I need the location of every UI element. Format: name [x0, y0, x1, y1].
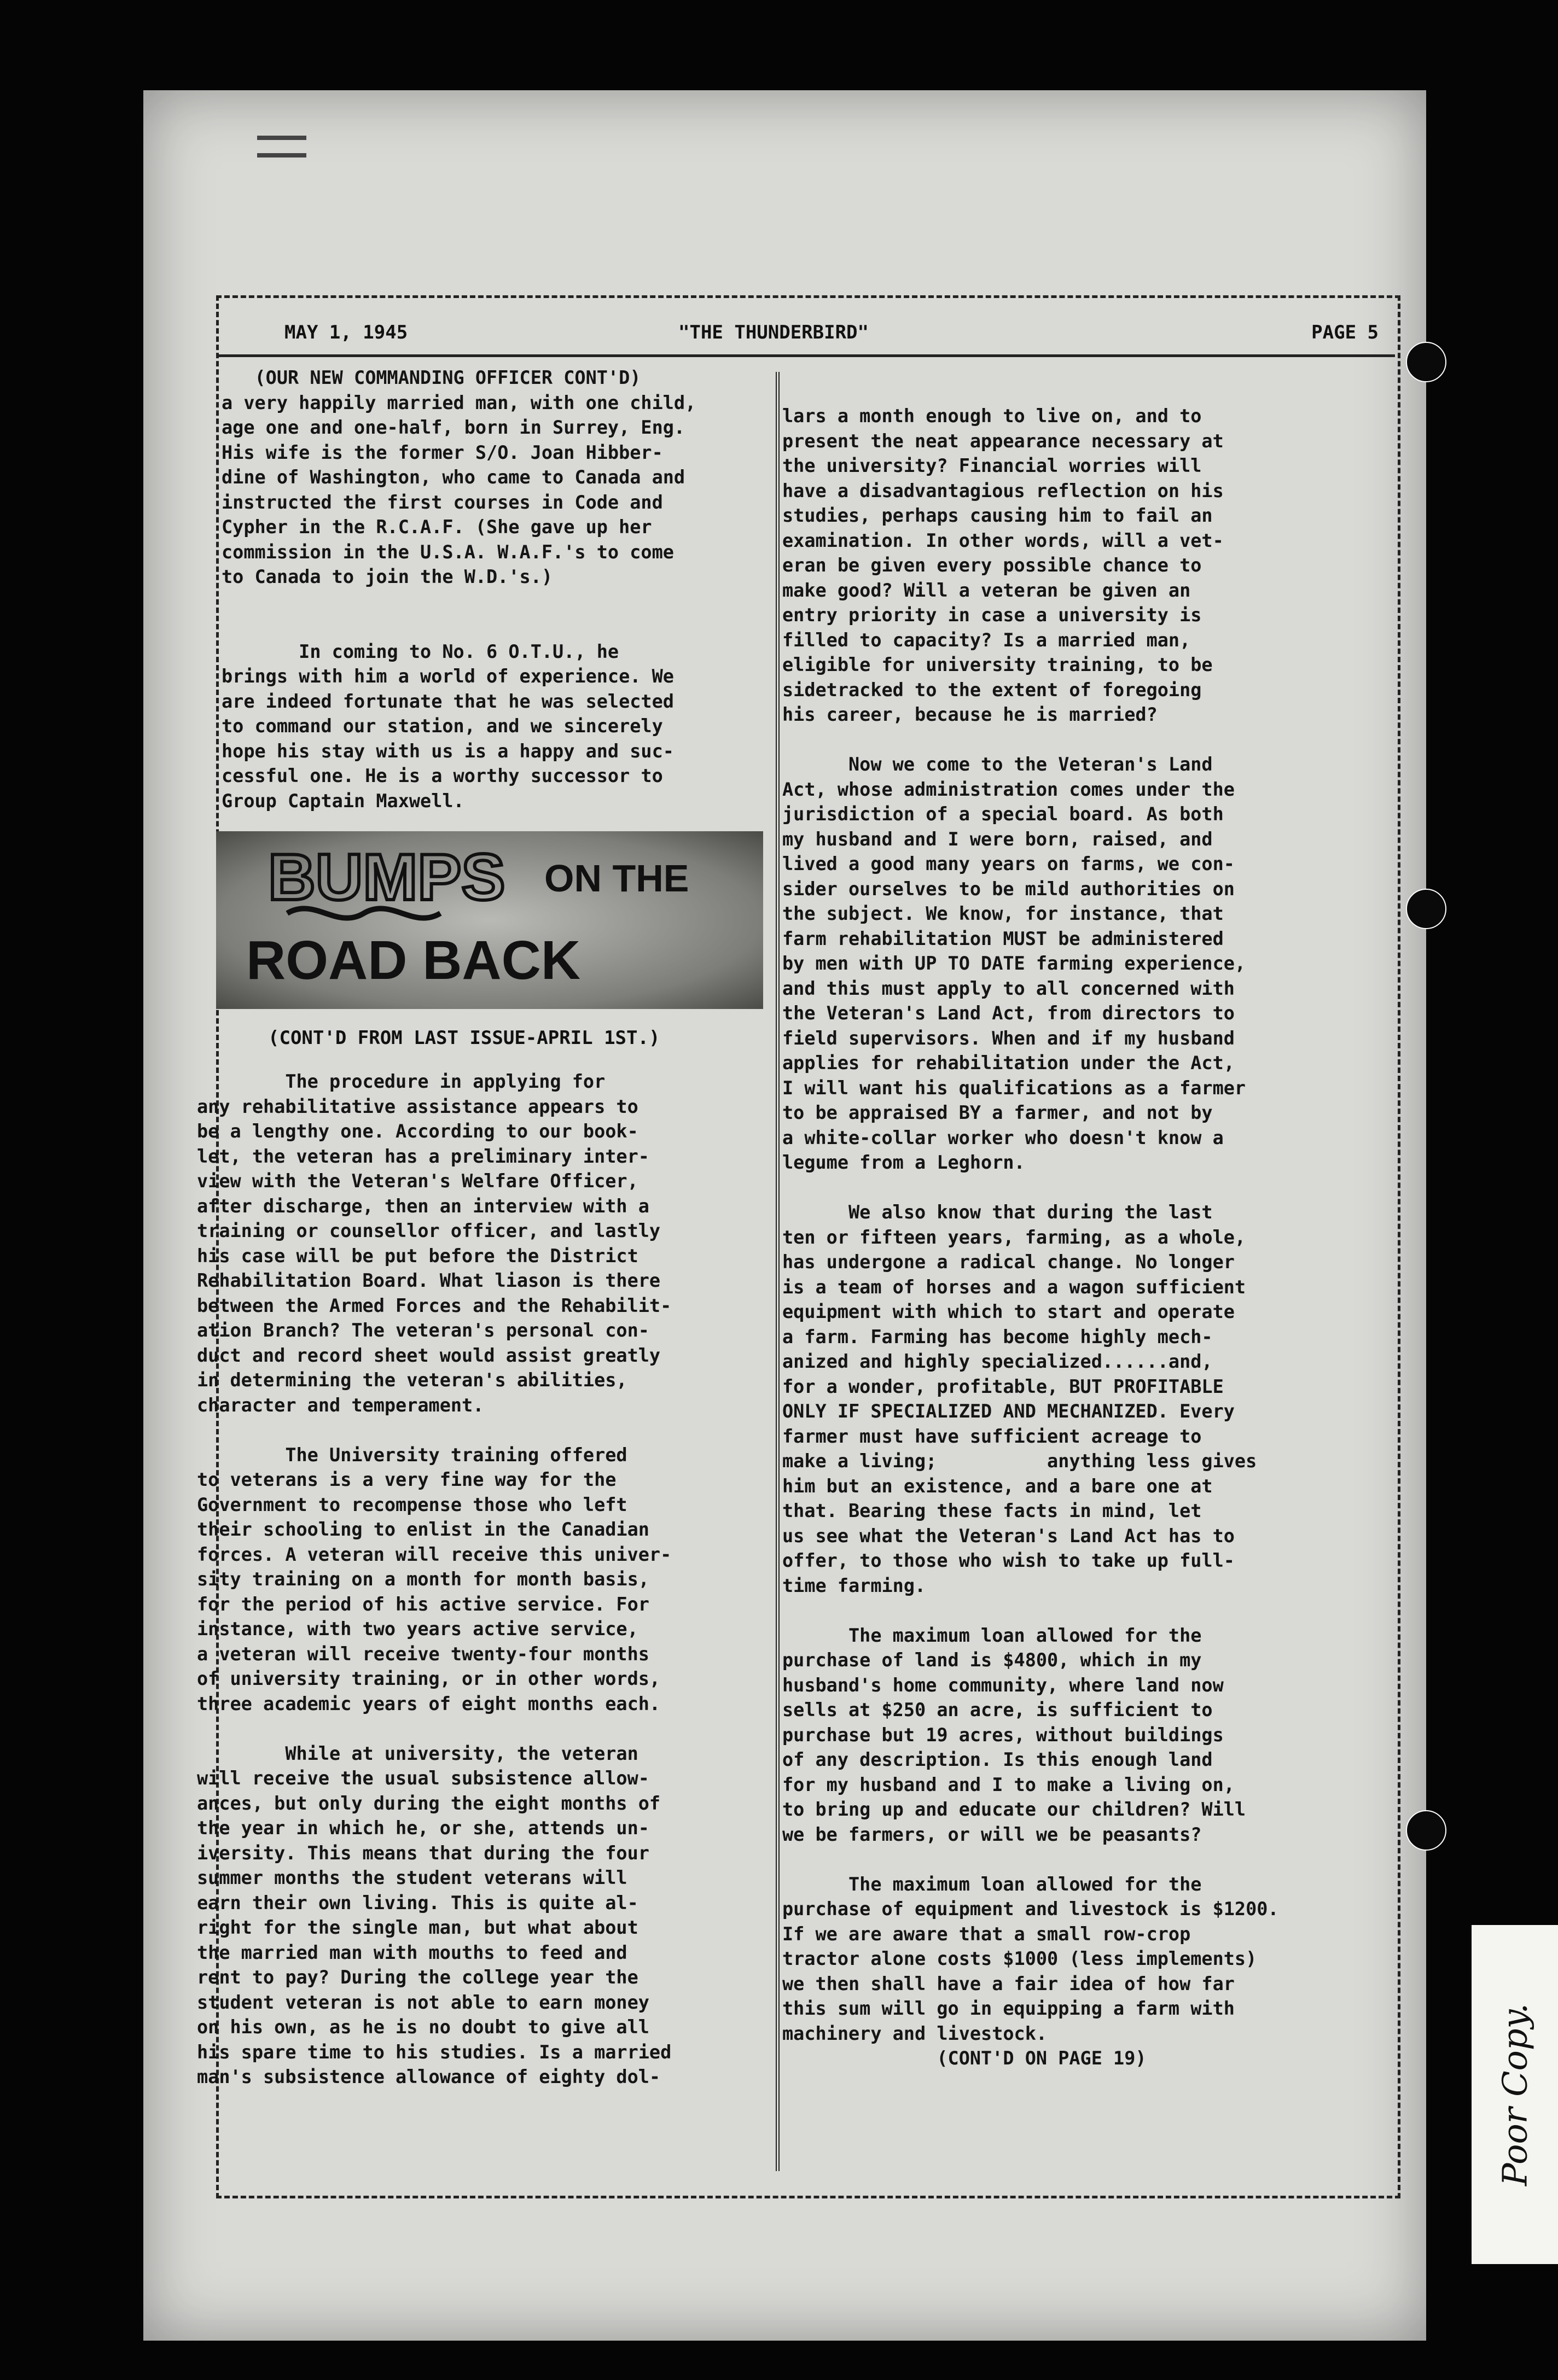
page-header	[284, 316, 1384, 354]
text-line: anized and highly specialized......and,	[782, 1351, 1213, 1372]
page-number: PAGE 5	[1311, 322, 1379, 343]
text-line: studies, perhaps causing him to fail an	[782, 505, 1213, 526]
section-banner	[216, 831, 763, 1009]
top-dash-mark	[257, 136, 306, 140]
left-column-bottom	[197, 1069, 671, 2090]
continuation-caption: (CONT'D FROM LAST ISSUE-APRIL 1ST.)	[268, 1027, 660, 1049]
text-line: is a team of horses and a wagon sufficient	[782, 1276, 1246, 1298]
text-line: sells at $250 an acre, is sufficient to	[782, 1699, 1213, 1720]
text-line: that. Bearing these facts in mind, let	[782, 1500, 1202, 1521]
text-line: ONLY IF SPECIALIZED AND MECHANIZED. Every	[782, 1401, 1235, 1422]
text-line: brings with him a world of experience. We	[222, 666, 674, 687]
text-line: the subject. We know, for instance, that	[782, 903, 1224, 924]
text-line: of university training, or in other words,	[197, 1668, 661, 1689]
text-line: him but an existence, and a bare one at	[782, 1475, 1213, 1497]
text-line: his career, because he is married?	[782, 704, 1158, 725]
text-line: The maximum loan allowed for the	[782, 1624, 1202, 1646]
text-line: offer, to those who wish to take up full-	[782, 1550, 1235, 1571]
text-line: husband's home community, where land now	[782, 1674, 1224, 1696]
text-line: purchase of land is $4800, which in my	[782, 1649, 1202, 1671]
text-line: sity training on a month for month basis,	[197, 1568, 649, 1590]
text-line: by men with UP TO DATE farming experience,	[782, 953, 1246, 974]
banner-word-bumps: BUMPS	[268, 841, 505, 914]
text-line: tractor alone costs $1000 (less implements)	[782, 1948, 1257, 1969]
text-line: Act, whose administration comes under the	[782, 778, 1235, 800]
text-line: legume from a Leghorn.	[782, 1152, 1025, 1173]
text-line: duct and record sheet would assist greatly	[197, 1344, 661, 1366]
text-line: The maximum loan allowed for the	[782, 1873, 1202, 1895]
binder-hole	[1406, 342, 1446, 382]
text-line: the Veteran's Land Act, from directors to	[782, 1002, 1235, 1024]
text-line: to bring up and educate our children? Will	[782, 1799, 1246, 1820]
top-dash-mark	[257, 153, 306, 158]
text-line: his case will be put before the District	[197, 1245, 638, 1267]
text-line: the university? Financial worries will	[782, 455, 1202, 476]
text-line: are indeed fortunate that he was selected	[222, 690, 674, 712]
binder-hole	[1406, 1810, 1446, 1851]
text-line: we then shall have a fair idea of how far	[782, 1973, 1235, 1994]
text-line: for my husband and I to make a living on,	[782, 1774, 1235, 1795]
text-line	[782, 1175, 1279, 1200]
text-line: His wife is the former S/O. Joan Hibber-	[222, 441, 663, 463]
banner-word-road-back: ROAD BACK	[246, 930, 581, 991]
text-line: Group Captain Maxwell.	[222, 790, 464, 812]
text-line: eligible for university training, to be	[782, 654, 1213, 675]
text-line: earn their own living. This is quite al-	[197, 1892, 638, 1914]
text-line: instructed the first courses in Code and	[222, 491, 663, 513]
text-line: on his own, as he is no doubt to give all	[197, 2016, 649, 2038]
text-line: make good? Will a veteran be given an	[782, 579, 1191, 601]
text-line: my husband and I were born, raised, and	[782, 828, 1213, 850]
text-line: has undergone a radical change. No longer	[782, 1251, 1235, 1273]
header-rule	[219, 354, 1395, 357]
text-line: man's subsistence allowance of eighty dol-	[197, 2066, 661, 2087]
text-line	[782, 1847, 1279, 1872]
text-line: entry priority in case a university is	[782, 604, 1202, 626]
text-line: a white-collar worker who doesn't know a	[782, 1127, 1224, 1148]
text-line: field supervisors. When and if my husband	[782, 1027, 1235, 1049]
text-line: let, the veteran has a preliminary inter-	[197, 1145, 649, 1167]
publication-title: "THE THUNDERBIRD"	[678, 322, 869, 343]
text-line: (OUR NEW COMMANDING OFFICER CONT'D)	[222, 367, 641, 388]
text-line: to Canada to join the W.D.'s.)	[222, 566, 553, 587]
text-line: farm rehabilitation MUST be administered	[782, 928, 1224, 949]
text-line: Cypher in the R.C.A.F. (She gave up her	[222, 516, 652, 538]
text-line: Now we come to the Veteran's Land	[782, 754, 1213, 775]
text-line: training or counsellor officer, and lastly	[197, 1220, 661, 1241]
text-line: lars a month enough to live on, and to	[782, 405, 1202, 427]
text-line: student veteran is not able to earn money	[197, 1991, 649, 2013]
text-line: make a living; anything less gives	[782, 1450, 1257, 1472]
text-line: ation Branch? The veteran's personal con-	[197, 1320, 649, 1341]
text-line	[197, 1716, 671, 1741]
text-line: the year in which he, or she, attends un-	[197, 1817, 649, 1839]
text-line: time farming.	[782, 1574, 926, 1596]
text-line	[222, 590, 696, 615]
text-line: lived a good many years on farms, we con-	[782, 853, 1235, 874]
text-line: for the period of his active service. For	[197, 1593, 649, 1615]
text-line: jurisdiction of a special board. As both	[782, 803, 1224, 825]
text-line: for a wonder, profitable, BUT PROFITABLE	[782, 1375, 1224, 1397]
text-line: farmer must have sufficient acreage to	[782, 1425, 1202, 1447]
banner-artwork	[216, 831, 763, 1009]
text-line: The University training offered	[197, 1444, 627, 1466]
banner-word-on-the: ON THE	[544, 857, 689, 900]
column-divider	[776, 372, 780, 2171]
text-line: rent to pay? During the college year the	[197, 1967, 638, 1988]
text-line: dine of Washington, who came to Canada and	[222, 466, 685, 488]
text-line: cessful one. He is a worthy successor to	[222, 765, 663, 786]
text-line: forces. A veteran will receive this univer-	[197, 1543, 672, 1565]
text-line: character and temperament.	[197, 1394, 484, 1416]
text-line: While at university, the veteran	[197, 1742, 638, 1764]
text-line: summer months the student veterans will	[197, 1867, 627, 1888]
text-line: sider ourselves to be mild authorities on	[782, 878, 1235, 900]
text-line: to veterans is a very fine way for the	[197, 1469, 617, 1490]
issue-date: MAY 1, 1945	[284, 322, 408, 343]
text-line: age one and one-half, born in Surrey, Eng.	[222, 417, 685, 438]
text-line: a very happily married man, with one child,	[222, 392, 696, 413]
text-line: ances, but only during the eight months of	[197, 1792, 661, 1814]
text-line: examination. In other words, will a vet-	[782, 529, 1224, 551]
handwritten-note: Poor Copy.	[1495, 2003, 1535, 2186]
text-line: instance, with two years active service,	[197, 1618, 638, 1640]
text-line: applies for rehabilitation under the Act,	[782, 1052, 1235, 1074]
text-line: us see what the Veteran's Land Act has to	[782, 1525, 1235, 1547]
annotation-slip	[1472, 1925, 1558, 2264]
text-line: eran be given every possible chance to	[782, 555, 1202, 576]
text-line: be a lengthy one. According to our book-	[197, 1121, 638, 1142]
text-line	[782, 727, 1279, 752]
text-line: this sum will go in equipping a farm with	[782, 1998, 1235, 2019]
text-line: in determining the veteran's abilities,	[197, 1369, 627, 1391]
text-line: a farm. Farming has become highly mech-	[782, 1326, 1213, 1348]
text-line: his spare time to his studies. Is a married	[197, 2041, 672, 2063]
text-line	[197, 1418, 671, 1443]
text-line: ten or fifteen years, farming, as a whole,	[782, 1226, 1246, 1248]
text-line: of any description. Is this enough land	[782, 1749, 1213, 1770]
right-column	[782, 404, 1279, 2071]
text-line: In coming to No. 6 O.T.U., he	[222, 640, 619, 662]
text-line: a veteran will receive twenty-four months	[197, 1643, 649, 1665]
text-line: and this must apply to all concerned with	[782, 977, 1235, 999]
text-line: iversity. This means that during the four	[197, 1842, 649, 1864]
text-line: three academic years of eight months each.	[197, 1693, 661, 1714]
text-line: purchase but 19 acres, without buildings	[782, 1724, 1224, 1746]
text-line: The procedure in applying for	[197, 1071, 606, 1092]
text-line: view with the Veteran's Welfare Officer,	[197, 1170, 638, 1192]
text-line: machinery and livestock.	[782, 2022, 1048, 2044]
text-line: any rehabilitative assistance appears to	[197, 1095, 638, 1117]
text-line: We also know that during the last	[782, 1201, 1213, 1223]
text-line: right for the single man, but what about	[197, 1917, 638, 1938]
text-line: Government to recompense those who left	[197, 1494, 627, 1515]
text-line: after discharge, then an interview with a	[197, 1195, 649, 1217]
text-line: (CONT'D ON PAGE 19)	[782, 2048, 1147, 2069]
text-line: purchase of equipment and livestock is $1200.	[782, 1898, 1279, 1920]
binder-hole	[1406, 889, 1446, 929]
text-line: have a disadvantagious reflection on his	[782, 480, 1224, 501]
text-line	[222, 614, 696, 639]
text-line: the married man with mouths to feed and	[197, 1941, 627, 1963]
text-line: filled to capacity? Is a married man,	[782, 629, 1191, 651]
text-line: we be farmers, or will we be peasants?	[782, 1823, 1202, 1845]
text-line: I will want his qualifications as a farmer	[782, 1077, 1246, 1099]
text-line: commission in the U.S.A. W.A.F.'s to come	[222, 541, 674, 563]
left-column-top	[222, 365, 696, 813]
text-line: to command our station, and we sincerely	[222, 715, 663, 737]
text-line: hope his stay with us is a happy and suc-	[222, 740, 674, 762]
text-line	[782, 1598, 1279, 1623]
text-line: between the Armed Forces and the Rehabilit-	[197, 1294, 672, 1316]
text-line: present the neat appearance necessary at	[782, 430, 1224, 452]
text-line: equipment with which to start and operate	[782, 1301, 1235, 1322]
text-line: will receive the usual subsistence allow-	[197, 1768, 649, 1789]
text-line: sidetracked to the extent of foregoing	[782, 679, 1202, 701]
text-line: If we are aware that a small row-crop	[782, 1923, 1191, 1945]
text-line: their schooling to enlist in the Canadian	[197, 1519, 649, 1540]
text-line: Rehabilitation Board. What liason is there	[197, 1270, 661, 1291]
text-line: to be appraised BY a farmer, and not by	[782, 1102, 1213, 1123]
